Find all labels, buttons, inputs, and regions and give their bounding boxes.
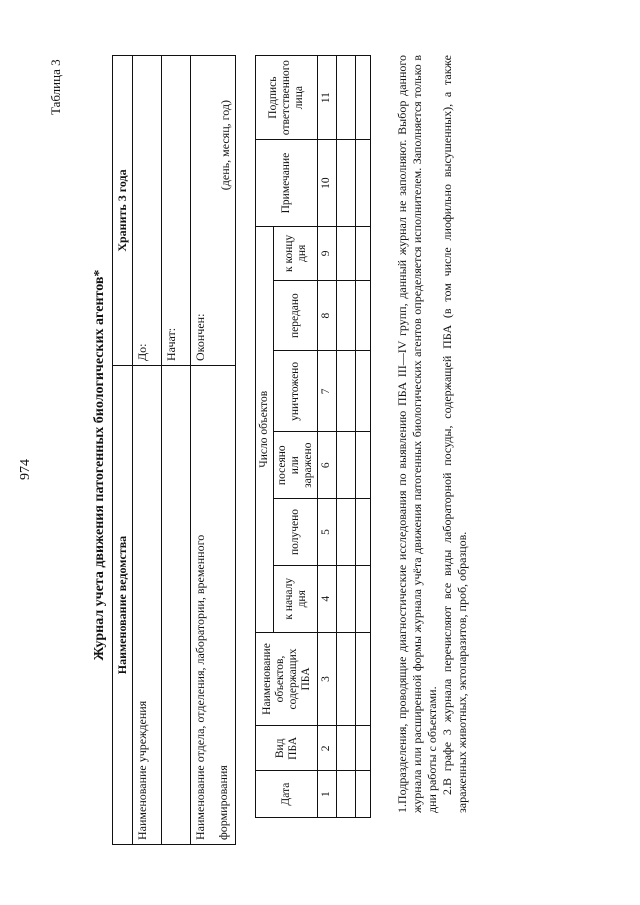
footnotes	[395, 55, 470, 813]
movement-table	[255, 55, 371, 818]
finished-cell	[191, 56, 236, 366]
column-number: 6	[318, 432, 337, 499]
header-table	[112, 55, 236, 845]
started-label: Начат:	[162, 56, 191, 366]
col-type: Вид ПБА	[256, 726, 318, 771]
until-label: До:	[133, 56, 162, 366]
footnote-2: 2.В графе 3 журнала перечисляют все виды лабораторной посуды, содержащей ПБА (в том числе лиофильно высушенных), а также зараженных животных, эктопаразитов, проб, образцов.	[440, 55, 469, 813]
col-destroyed: уничтожено	[274, 351, 318, 432]
column-number: 5	[318, 499, 337, 566]
col-at-end: к концу дня	[274, 226, 318, 280]
column-number: 10	[318, 140, 337, 227]
col-object-name: Наименование объектов, содержащих ПБА	[256, 632, 318, 726]
col-at-start: к началу дня	[274, 565, 318, 632]
table-row	[356, 56, 371, 818]
col-note: Примечание	[256, 140, 318, 227]
col-received: получено	[274, 499, 318, 566]
column-number: 8	[318, 280, 337, 351]
column-number-row	[318, 56, 337, 818]
table-label: Таблица 3	[48, 59, 63, 115]
ministry-header: Наименование ведомства	[113, 366, 133, 845]
column-number: 4	[318, 565, 337, 632]
col-count-group: Число объектов	[256, 226, 274, 632]
department-label: Наименование отдела, отделения, лаборатории, временного формирования	[191, 366, 236, 845]
page-number: 974	[18, 459, 33, 480]
col-seeded: посеяно или заражено	[274, 432, 318, 499]
footnote-1: 1.Подразделения, проводящие диагностические исследования по выявлению ПБА III—IV групп, данный журнал не заполняют. Выбор данного журнала или расширенной формы журнала учёта движения патогенных биологических агентов определяется исполнителем. Заполняется только в дни работы с объектами.	[395, 55, 439, 813]
blank-cell	[162, 366, 191, 845]
column-number: 1	[318, 771, 337, 818]
institution-name-label: Наименование учреждения	[133, 366, 162, 845]
column-number: 9	[318, 226, 337, 280]
col-transferred: передано	[274, 280, 318, 351]
column-number: 7	[318, 351, 337, 432]
table-row	[337, 56, 356, 818]
col-signature: Подпись ответственного лица	[256, 56, 318, 140]
column-number: 11	[318, 56, 337, 140]
column-number: 3	[318, 632, 337, 726]
journal-title: Журнал учета движения патогенных биологических агентов*	[92, 269, 107, 661]
finished-label: Окончен:	[193, 313, 207, 361]
column-number: 2	[318, 726, 337, 771]
col-date: Дата	[256, 771, 318, 818]
date-format-note: (день, месяц, год)	[218, 100, 232, 191]
retention-header: Хранить 3 года	[113, 56, 133, 366]
